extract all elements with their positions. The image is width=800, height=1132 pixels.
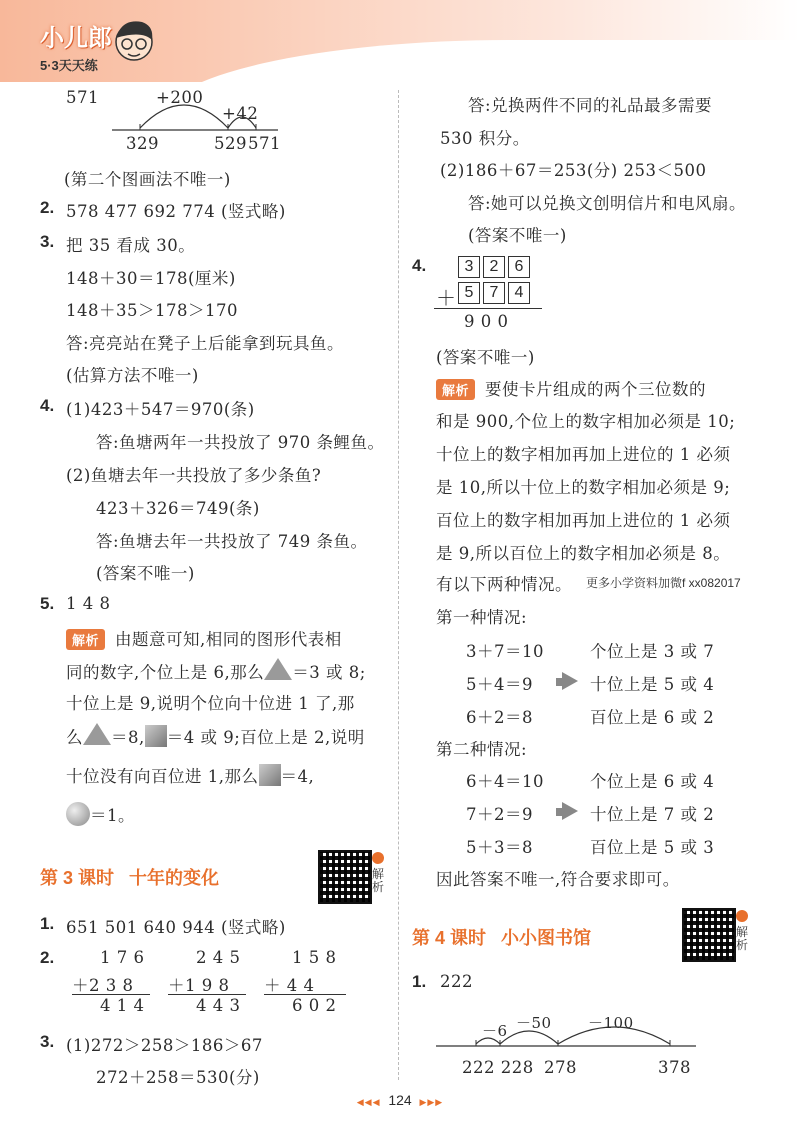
analysis-text: ＝4 或 9;百位上是 2,说明 bbox=[166, 728, 365, 747]
case2-res: 百位上是 5 或 3 bbox=[590, 838, 715, 857]
analysis-text: 十位没有向百位进 1,那么 bbox=[66, 767, 259, 786]
q4-number: 4. bbox=[40, 396, 55, 415]
rq4-row2 bbox=[458, 282, 533, 304]
nl2-tick4: 378 bbox=[658, 1058, 691, 1077]
case2-res: 个位上是 6 或 4 bbox=[590, 772, 715, 791]
r-analysis-line: 和是 900,个位上的数字相加必须是 10; bbox=[436, 412, 736, 431]
digit-box: 4 bbox=[508, 282, 530, 304]
l3q3-line: 272＋258＝530(分) bbox=[96, 1068, 260, 1087]
l3q1-answer: 651 501 640 944 (竖式略) bbox=[66, 918, 286, 937]
r-analysis-last: 有以下两种情况。 bbox=[436, 575, 572, 594]
digit-box: 6 bbox=[508, 256, 530, 278]
rq4-note: (答案不唯一) bbox=[436, 348, 535, 367]
play-icon bbox=[736, 910, 748, 922]
q4-line: (答案不唯一) bbox=[96, 564, 195, 583]
case2-res: 十位上是 7 或 2 bbox=[590, 805, 715, 824]
l3q3-number: 3. bbox=[40, 1032, 55, 1051]
q5-analysis-line3: 十位上是 9,说明个位向十位进 1 了,那 bbox=[66, 694, 355, 713]
arrow-right-icon bbox=[556, 802, 578, 821]
lesson3-label: 第 3 课时 bbox=[40, 868, 115, 888]
nl2-jump1: －6 bbox=[482, 1022, 508, 1040]
brand-name: 小儿郎 bbox=[40, 25, 112, 52]
analysis-text: 要使卡片组成的两个三位数的 bbox=[485, 380, 707, 399]
triangle-shape-icon bbox=[83, 723, 111, 745]
nl1-tick2: 529 bbox=[214, 134, 247, 153]
case2-eq: 5＋3＝8 bbox=[466, 838, 533, 857]
q3-line: 把 35 看成 30。 bbox=[66, 236, 196, 255]
arrow-right-icon bbox=[556, 672, 578, 691]
nl1-start: 571 bbox=[66, 88, 99, 107]
q5-number: 5. bbox=[40, 594, 55, 613]
digit-box: 3 bbox=[458, 256, 480, 278]
case2-eq: 6＋4＝10 bbox=[466, 772, 544, 791]
q4-line: (2)鱼塘去年一共投放了多少条鱼? bbox=[66, 466, 322, 485]
q5-analysis-line4 bbox=[66, 723, 365, 748]
q4-line: (1)423＋547＝970(条) bbox=[66, 400, 255, 419]
l3q2-number: 2. bbox=[40, 948, 55, 967]
analysis-text: ＝1。 bbox=[90, 806, 135, 825]
q5-analysis-line5 bbox=[66, 763, 314, 787]
vs3-mid: ＋ 4 4 bbox=[264, 976, 315, 995]
mascot-icon bbox=[112, 16, 156, 66]
lesson4-label: 第 4 课时 bbox=[412, 928, 487, 948]
q3-line: 答:亮亮站在凳子上后能拿到玩具鱼。 bbox=[66, 334, 345, 353]
r-line: (答案不唯一) bbox=[468, 226, 567, 245]
analysis-text: ＝8, bbox=[111, 728, 145, 747]
qr-code-icon[interactable] bbox=[318, 850, 372, 904]
r-line: 530 积分。 bbox=[440, 129, 530, 148]
analysis-text: ＝3 或 8; bbox=[292, 663, 366, 682]
rq4-number: 4. bbox=[412, 256, 427, 275]
play-icon bbox=[372, 852, 384, 864]
column-divider bbox=[398, 90, 399, 1080]
lesson4-heading bbox=[412, 924, 591, 950]
analysis-tag: 解析 bbox=[436, 379, 475, 400]
l4q1-number: 1. bbox=[412, 972, 427, 991]
lesson3-title: 十年的变化 bbox=[129, 868, 220, 888]
r-analysis-line: 是 10,所以十位上的数字相加必须是 9; bbox=[436, 478, 731, 497]
forward-arrows-icon: ▶▶▶ bbox=[419, 1097, 444, 1107]
nl2-tick3: 278 bbox=[544, 1058, 577, 1077]
q4-line: 423＋326＝749(条) bbox=[96, 499, 260, 518]
nl2-tick12: 222 228 bbox=[462, 1058, 534, 1077]
r-line: 答:她可以兑换文创明信片和电风扇。 bbox=[468, 194, 747, 213]
case1-eq: 5＋4＝9 bbox=[466, 675, 533, 694]
conclusion: 因此答案不唯一,符合要求即可。 bbox=[436, 870, 680, 889]
q3-line: 148＋30＝178(厘米) bbox=[66, 269, 236, 288]
nl2-jump3: －100 bbox=[588, 1014, 634, 1032]
l3q3-line: (1)272＞258＞186＞67 bbox=[66, 1036, 263, 1055]
r-analysis-line: 十位上的数字相加再加上进位的 1 必须 bbox=[436, 445, 731, 464]
rq4-row1 bbox=[458, 256, 533, 278]
nl1-jump1: +200 bbox=[156, 88, 204, 107]
r-line: 答:兑换两件不同的礼品最多需要 bbox=[468, 96, 713, 115]
vs2-mid: ＋1 9 8 bbox=[168, 976, 230, 995]
lesson3-heading bbox=[40, 864, 219, 890]
vs2-top: 2 4 5 bbox=[196, 948, 241, 967]
back-arrows-icon: ◀◀◀ bbox=[356, 1097, 381, 1107]
vs2-result: 4 4 3 bbox=[196, 996, 241, 1015]
q2-number: 2. bbox=[40, 198, 55, 217]
digit-box: 5 bbox=[458, 282, 480, 304]
nl1-jump2: +42 bbox=[222, 104, 259, 123]
q2-answer: 578 477 692 774 (竖式略) bbox=[66, 202, 286, 221]
number-line-2 bbox=[430, 1010, 710, 1060]
analysis-text: 同的数字,个位上是 6,那么 bbox=[66, 663, 265, 682]
r-analysis-line1 bbox=[436, 376, 706, 400]
q5-answer: 1 4 8 bbox=[66, 594, 111, 613]
watermark-text: 更多小学资料加微f xx082017 bbox=[586, 576, 741, 590]
nl1-tick1: 329 bbox=[126, 134, 159, 153]
analysis-text: 由题意可知,相同的图形代表相 bbox=[115, 630, 342, 649]
qr-label: 解析 bbox=[736, 925, 749, 952]
q3-number: 3. bbox=[40, 232, 55, 251]
qr-code-icon[interactable] bbox=[682, 908, 736, 962]
brand-logo bbox=[40, 18, 112, 74]
rq4-plus: ＋ bbox=[436, 286, 457, 310]
page-footer bbox=[0, 1092, 800, 1108]
nl2-jump2: －50 bbox=[516, 1014, 552, 1032]
q5-analysis-line1 bbox=[66, 626, 342, 650]
page-number: 124 bbox=[388, 1092, 412, 1108]
case1-eq: 3＋7＝10 bbox=[466, 642, 544, 661]
vs3-line bbox=[264, 994, 346, 995]
case1-title: 第一种情况: bbox=[436, 608, 528, 627]
rq4-line bbox=[434, 308, 542, 309]
case1-res: 百位上是 6 或 2 bbox=[590, 708, 715, 727]
r-analysis-line: 百位上的数字相加再加上进位的 1 必须 bbox=[436, 511, 731, 530]
q5-analysis-line6 bbox=[66, 802, 135, 826]
l3q1-number: 1. bbox=[40, 914, 55, 933]
vs1-top: 1 7 6 bbox=[100, 948, 145, 967]
q4-line: 答:鱼塘去年一共投放了 749 条鱼。 bbox=[96, 532, 368, 551]
analysis-text: 么 bbox=[66, 728, 83, 747]
vs2-line bbox=[168, 994, 246, 995]
lesson4-title: 小小图书馆 bbox=[501, 928, 592, 948]
rq4-result: 9 0 0 bbox=[464, 312, 509, 331]
case1-res: 十位上是 5 或 4 bbox=[590, 675, 715, 694]
triangle-shape-icon bbox=[264, 658, 292, 680]
case1-eq: 6＋2＝8 bbox=[466, 708, 533, 727]
square-shape-icon bbox=[259, 764, 281, 786]
analysis-text: ＝4, bbox=[280, 767, 315, 786]
case1-res: 个位上是 3 或 7 bbox=[590, 642, 715, 661]
number-line-1 bbox=[60, 84, 360, 156]
vs1-mid: ＋2 3 8 bbox=[72, 976, 134, 995]
q3-line: 148＋35＞178＞170 bbox=[66, 301, 238, 320]
digit-box: 2 bbox=[483, 256, 505, 278]
case2-title: 第二种情况: bbox=[436, 740, 528, 759]
vs1-line bbox=[72, 994, 150, 995]
brand-series: 5·3天天练 bbox=[40, 58, 98, 73]
note-1: (第二个图画法不唯一) bbox=[64, 170, 231, 189]
q3-line: (估算方法不唯一) bbox=[66, 366, 199, 385]
l4q1-answer: 222 bbox=[440, 972, 473, 991]
square-shape-icon bbox=[145, 725, 167, 747]
qr-label: 解析 bbox=[372, 867, 385, 894]
q5-analysis-line2 bbox=[66, 658, 366, 683]
r-analysis-line: 是 9,所以百位上的数字相加必须是 8。 bbox=[436, 544, 731, 563]
case2-eq: 7＋2＝9 bbox=[466, 805, 533, 824]
nl1-tick3: 571 bbox=[248, 134, 281, 153]
vs3-result: 6 0 2 bbox=[292, 996, 337, 1015]
circle-shape-icon bbox=[66, 802, 90, 826]
q4-line: 答:鱼塘两年一共投放了 970 条鲤鱼。 bbox=[96, 433, 385, 452]
digit-box: 7 bbox=[483, 282, 505, 304]
analysis-tag: 解析 bbox=[66, 629, 105, 650]
vs1-result: 4 1 4 bbox=[100, 996, 145, 1015]
vs3-top: 1 5 8 bbox=[292, 948, 337, 967]
r-line: (2)186＋67＝253(分) 253＜500 bbox=[440, 161, 707, 180]
